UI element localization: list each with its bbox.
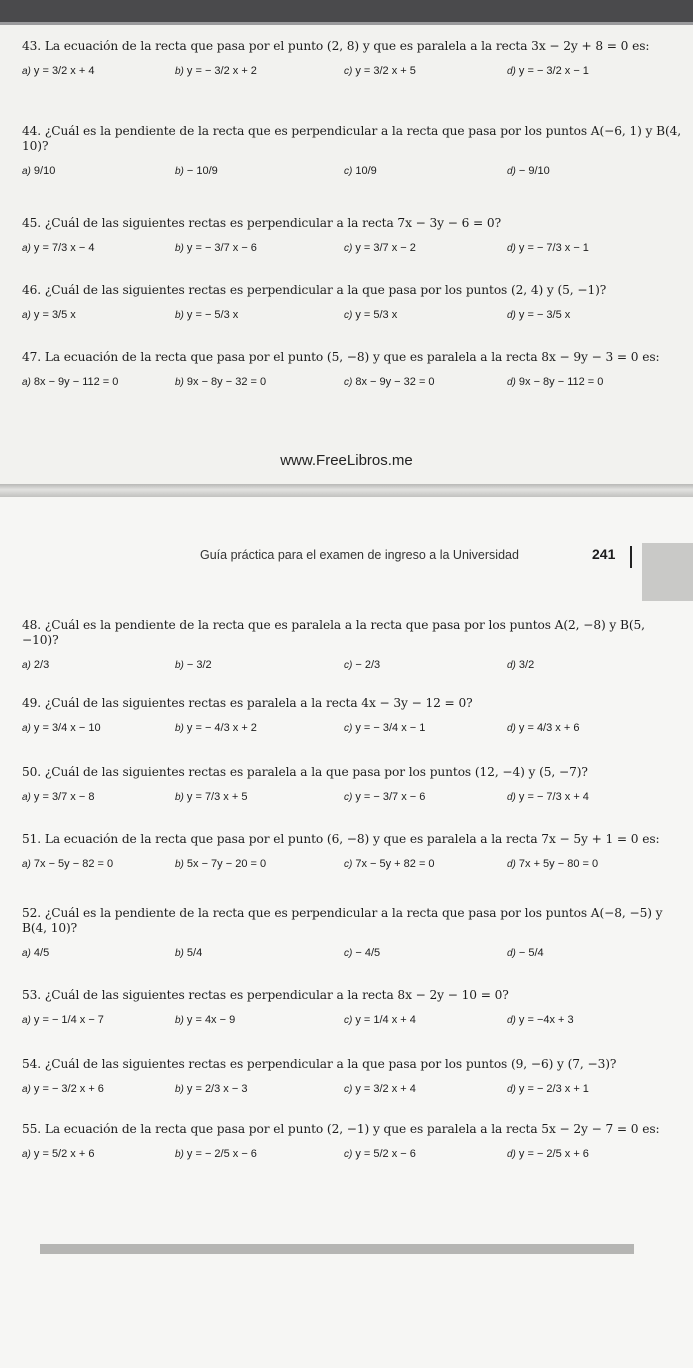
options (22, 784, 684, 810)
option-c[interactable]: c) − 2/3 (344, 659, 381, 671)
option-b[interactable]: b) y = 4x − 9 (175, 1014, 236, 1026)
option-b[interactable]: b) − 3/2 (175, 659, 212, 671)
option-a[interactable]: a) y = − 1/4 x − 7 (22, 1014, 104, 1026)
option-c[interactable]: c) 10/9 (344, 165, 377, 177)
question-text: La ecuación de la recta que pasa por el punto (2, −1) y que es paralela a la recta 5x − 2y − 7 = 0 es: (44, 1122, 660, 1136)
options (22, 940, 684, 966)
question-48 (22, 618, 684, 678)
question-text: ¿Cuál de las siguientes rectas es perpendicular a la que pasa por los puntos (2, 4) y (5, −1)? (44, 283, 607, 297)
option-c[interactable]: c) y = 1/4 x + 4 (344, 1014, 416, 1026)
option-b[interactable]: b) y = 7/3 x + 5 (175, 791, 248, 803)
option-a[interactable]: a) y = − 3/2 x + 6 (22, 1083, 104, 1095)
option-a[interactable]: a) y = 3/4 x − 10 (22, 722, 101, 734)
question-number: 49. (22, 696, 42, 710)
options (22, 58, 684, 84)
option-c[interactable]: c) y = − 3/4 x − 1 (344, 722, 426, 734)
option-d[interactable]: d) y = 4/3 x + 6 (507, 722, 580, 734)
footer-bar (40, 1244, 634, 1254)
page-gap (0, 484, 693, 498)
option-c[interactable]: c) y = − 3/7 x − 6 (344, 791, 426, 803)
question-number: 45. (22, 216, 42, 230)
question-text: La ecuación de la recta que pasa por el punto (2, 8) y que es paralela a la recta 3x − 2y + 8 = 0 es: (44, 39, 650, 53)
question-text: ¿Cuál de las siguientes rectas es paralela a la que pasa por los puntos (12, −4) y (5, −7)? (44, 765, 588, 779)
option-c[interactable]: c) − 4/5 (344, 947, 381, 959)
option-a[interactable]: a) 8x − 9y − 112 = 0 (22, 376, 119, 388)
options (22, 158, 684, 184)
option-c[interactable]: c) y = 5/2 x − 6 (344, 1148, 416, 1160)
question-text: ¿Cuál de las siguientes rectas es perpendicular a la recta 8x − 2y − 10 = 0? (44, 988, 509, 1002)
question-44 (22, 124, 684, 184)
option-b[interactable]: b) y = − 3/7 x − 6 (175, 242, 257, 254)
options (22, 715, 684, 741)
question-number: 47. (22, 350, 42, 364)
option-d[interactable]: d) y = − 3/5 x (507, 309, 571, 321)
options (22, 302, 684, 328)
question-number: 44. (22, 124, 42, 138)
question-52 (22, 906, 684, 966)
option-b[interactable]: b) 5/4 (175, 947, 203, 959)
question-number: 53. (22, 988, 42, 1002)
question-number: 51. (22, 832, 42, 846)
question-47 (22, 350, 684, 395)
option-b[interactable]: b) − 10/9 (175, 165, 218, 177)
option-d[interactable]: d) y = − 3/2 x − 1 (507, 65, 589, 77)
question-number: 43. (22, 39, 42, 53)
question-text: ¿Cuál es la pendiente de la recta que es perpendicular a la recta que pasa por los puntos A(−6, 1) y B(4, 10)? (22, 124, 682, 153)
option-b[interactable]: b) y = − 2/5 x − 6 (175, 1148, 257, 1160)
page-edge-tab (642, 543, 693, 601)
option-b[interactable]: b) y = 2/3 x − 3 (175, 1083, 248, 1095)
option-b[interactable]: b) y = − 4/3 x + 2 (175, 722, 257, 734)
option-c[interactable]: c) y = 5/3 x (344, 309, 398, 321)
question-text: ¿Cuál de las siguientes rectas es perpendicular a la que pasa por los puntos (9, −6) y (7, −3)? (44, 1057, 617, 1071)
watermark-url: www.FreeLibros.me (280, 452, 413, 469)
question-45 (22, 216, 684, 261)
question-53 (22, 988, 684, 1033)
option-a[interactable]: a) y = 3/5 x (22, 309, 76, 321)
question-text: ¿Cuál de las siguientes rectas es paralela a la recta 4x − 3y − 12 = 0? (44, 696, 473, 710)
option-d[interactable]: d) − 9/10 (507, 165, 550, 177)
question-46 (22, 283, 684, 328)
options (22, 1141, 684, 1167)
question-55 (22, 1122, 684, 1167)
option-b[interactable]: b) y = − 5/3 x (175, 309, 239, 321)
question-54 (22, 1057, 684, 1102)
question-43 (22, 39, 684, 84)
header-rule (630, 546, 632, 568)
options (22, 1007, 684, 1033)
options (22, 369, 684, 395)
option-c[interactable]: c) 8x − 9y − 32 = 0 (344, 376, 435, 388)
option-c[interactable]: c) y = 3/2 x + 4 (344, 1083, 416, 1095)
option-a[interactable]: a) 9/10 (22, 165, 56, 177)
option-d[interactable]: d) y = − 2/3 x + 1 (507, 1083, 589, 1095)
option-a[interactable]: a) y = 5/2 x + 6 (22, 1148, 95, 1160)
options (22, 1076, 684, 1102)
option-a[interactable]: a) 2/3 (22, 659, 50, 671)
question-number: 55. (22, 1122, 42, 1136)
question-number: 46. (22, 283, 42, 297)
question-text: ¿Cuál es la pendiente de la recta que es perpendicular a la recta que pasa por los puntos A(−8, −5) y B(4, 10)? (22, 906, 663, 935)
option-a[interactable]: a) y = 3/2 x + 4 (22, 65, 95, 77)
option-d[interactable]: d) y = − 7/3 x + 4 (507, 791, 589, 803)
options (22, 851, 684, 877)
question-number: 52. (22, 906, 42, 920)
question-text: La ecuación de la recta que pasa por el punto (5, −8) y que es paralela a la recta 8x − 9y − 3 = 0 es: (44, 350, 660, 364)
question-text: La ecuación de la recta que pasa por el punto (6, −8) y que es paralela a la recta 7x − 5y + 1 = 0 es: (44, 832, 660, 846)
question-number: 48. (22, 618, 42, 632)
option-d[interactable]: d) y = − 7/3 x − 1 (507, 242, 589, 254)
option-d[interactable]: d) 9x − 8y − 112 = 0 (507, 376, 604, 388)
question-number: 54. (22, 1057, 42, 1071)
option-a[interactable]: a) y = 7/3 x − 4 (22, 242, 95, 254)
options (22, 235, 684, 261)
option-d[interactable]: d) y = −4x + 3 (507, 1014, 574, 1026)
options (22, 652, 684, 678)
question-number: 50. (22, 765, 42, 779)
question-text: ¿Cuál de las siguientes rectas es perpendicular a la recta 7x − 3y − 6 = 0? (44, 216, 502, 230)
question-51 (22, 832, 684, 877)
top-dark-bar (0, 0, 693, 22)
option-a[interactable]: a) 7x − 5y − 82 = 0 (22, 858, 114, 870)
option-c[interactable]: c) 7x − 5y + 82 = 0 (344, 858, 435, 870)
option-a[interactable]: a) y = 3/7 x − 8 (22, 791, 95, 803)
question-text: ¿Cuál es la pendiente de la recta que es paralela a la recta que pasa por los puntos A(2, −8) y B(5, −10)? (22, 618, 645, 647)
option-c[interactable]: c) y = 3/7 x − 2 (344, 242, 416, 254)
page-number: 241 (592, 546, 616, 562)
option-b[interactable]: b) 5x − 7y − 20 = 0 (175, 858, 267, 870)
option-b[interactable]: b) 9x − 8y − 32 = 0 (175, 376, 267, 388)
option-d[interactable]: d) y = − 2/5 x + 6 (507, 1148, 589, 1160)
option-a[interactable]: a) 4/5 (22, 947, 50, 959)
option-c[interactable]: c) y = 3/2 x + 5 (344, 65, 416, 77)
page-header-title: Guía práctica para el examen de ingreso a la Universidad (200, 548, 519, 562)
question-49 (22, 696, 684, 741)
option-d[interactable]: d) 7x + 5y − 80 = 0 (507, 858, 599, 870)
question-50 (22, 765, 684, 810)
option-d[interactable]: d) 3/2 (507, 659, 535, 671)
option-b[interactable]: b) y = − 3/2 x + 2 (175, 65, 257, 77)
option-d[interactable]: d) − 5/4 (507, 947, 544, 959)
